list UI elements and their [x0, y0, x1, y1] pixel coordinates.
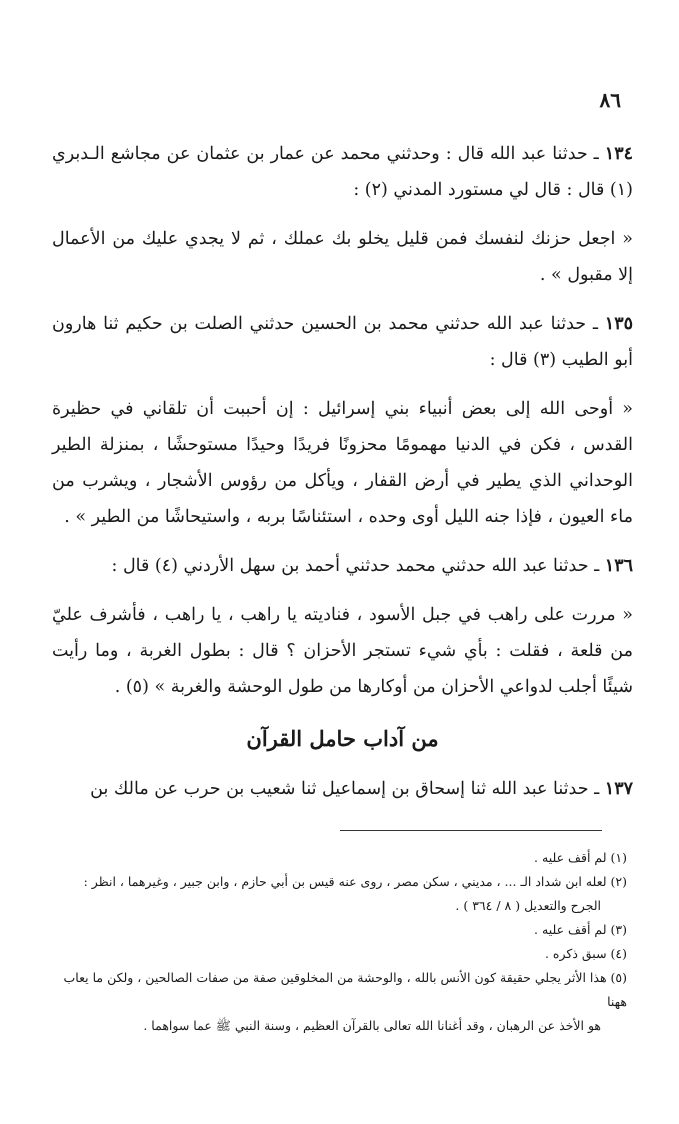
section-heading: من آداب حامل القرآن: [246, 726, 439, 751]
paragraph-text: ـ حدثنا عبد الله حدثني محمد حدثني أحمد بن سهل الأردني (٤) قال :: [111, 556, 605, 576]
footnote-1: (١) لم أقف عليه .: [534, 850, 627, 865]
paragraph-text: « مررت على راهب في جبل الأسود ، فناديته يا راهب ، يا راهب ، فأشرف عليّ من قلعة ، فقلت : بأي شيء تستجر الأحزان ؟ قال : بطول الغربة ، وما رأيت شيئًا أجلب لدواعي الأحزان من أوكارها من طول الوحشة والغربة » (٥) .: [52, 605, 633, 697]
footnote-2-continuation: الجرح والتعديل ( ٨ / ٣٦٤ ) .: [455, 898, 601, 913]
footnote-divider: [340, 830, 602, 831]
paragraph-137: [52, 771, 633, 807]
footnote-2: (٢) لعله ابن شداد الـ ... ، مديني ، سكن مصر ، روى عنه قيس بن أبي حازم ، وابن جبير ، وغيرهما ، انظر :: [83, 874, 627, 889]
footnote-4: (٤) سبق ذكره .: [544, 946, 627, 961]
footnote-3: (٣) لم أقف عليه .: [534, 922, 627, 937]
quote-135: [52, 391, 633, 535]
paragraph-text: ـ حدثنا عبد الله ثنا إسحاق بن إسماعيل ثنا شعيب بن حرب عن مالك بن: [90, 779, 605, 799]
narration-number: ١٣٤: [604, 144, 633, 164]
paragraph-text: ـ حدثنا عبد الله حدثني محمد بن الحسين حدثني الصلت بن حكيم ثنا هارون أبو الطيب (٣) قال :: [52, 314, 633, 370]
paragraph-text: ـ حدثنا عبد الله قال : وحدثني محمد عن عمار بن عثمان عن مجاشع الـدبري (١) قال : قال لي مستورد المدني (٢) :: [52, 144, 633, 200]
footnotes: [48, 846, 627, 1038]
narration-number: ١٣٥: [604, 314, 633, 334]
narration-number: ١٣٦: [604, 556, 633, 576]
quote-134: [52, 221, 633, 293]
paragraph-text: « اجعل حزنك لنفسك فمن قليل يخلو بك عملك ، ثم لا يجدي عليك من الأعمال إلا مقبول » .: [52, 229, 633, 285]
quote-136: [52, 597, 633, 705]
main-text: [52, 136, 633, 820]
paragraph-text: « أوحى الله إلى بعض أنبياء بني إسرائيل : إن أحببت أن تلقاني في حظيرة القدس ، فكن في الدنيا مهمومًا محزونًا فريدًا وحيدًا مستوحشًا ، بمنزلة الطير الوحداني الذي يطير في أرض القفار ، ويأكل من رؤوس الأشجار ، ويشرب من ماء العيون ، فإذا جنه الليل أوى وحده ، استئناسًا بربه ، واستيحاشًا من الطير » .: [52, 399, 633, 527]
paragraph-135: [52, 306, 633, 378]
paragraph-136: [52, 548, 633, 584]
footnote-5-continuation: هو الأخذ عن الرهبان ، وقد أغنانا الله تعالى بالقرآن العظيم ، وسنة النبي ﷺ عما سواهما .: [143, 1018, 601, 1033]
narration-number: ١٣٧: [604, 779, 633, 799]
paragraph-134: [52, 136, 633, 208]
page-number: ٨٦: [599, 88, 621, 112]
footnote-5: (٥) هذا الأثر يجلي حقيقة كون الأنس بالله ، والوحشة من المخلوقين صفة من صفات الصالحين ، ولكن ما يعاب ههنا: [63, 970, 627, 1009]
